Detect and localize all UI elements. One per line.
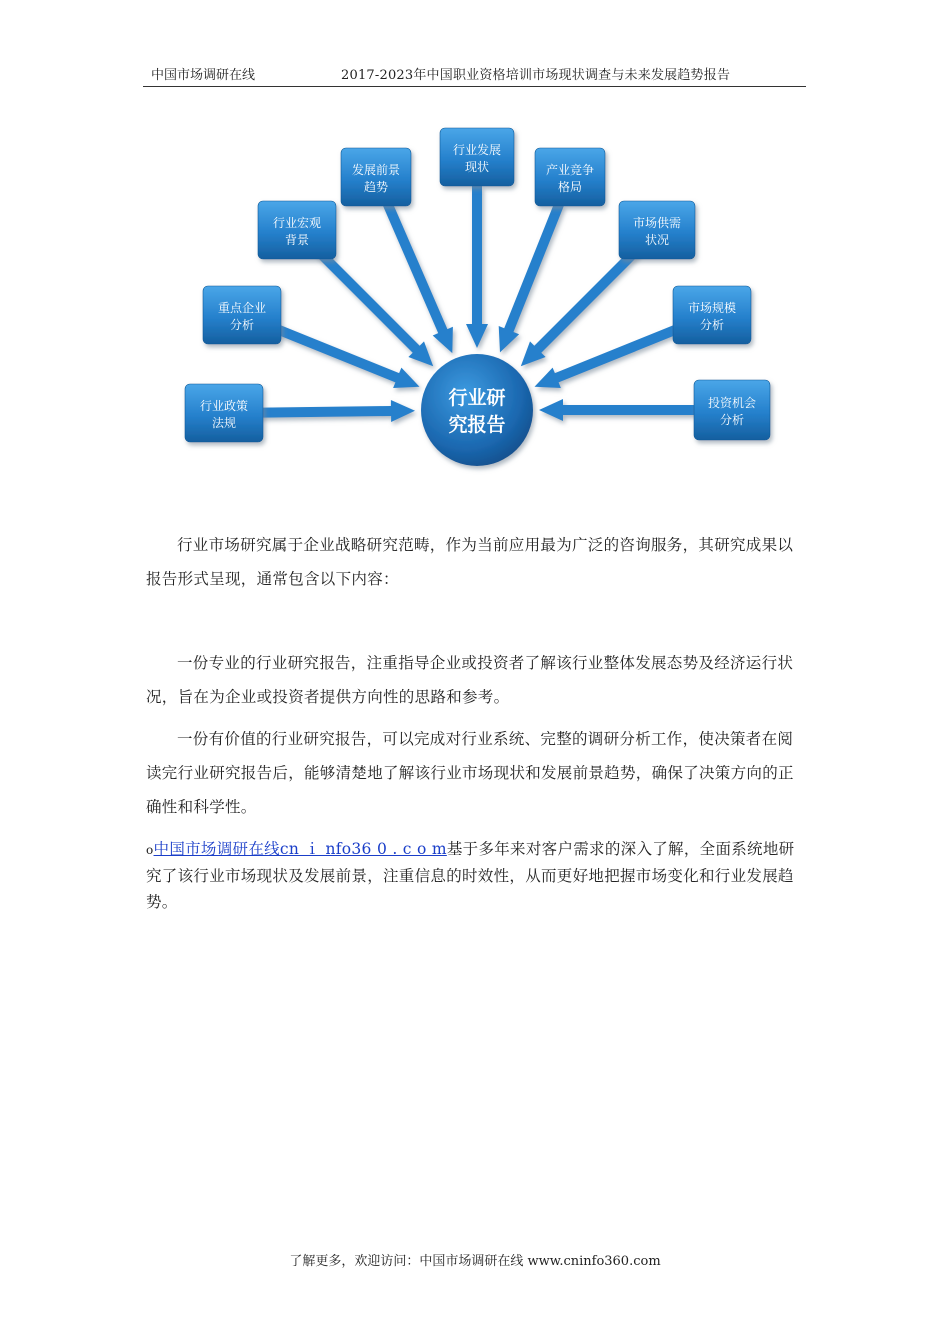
topic-label-line: 发展前景 — [351, 163, 401, 177]
topic-label-line: 产业竞争 — [545, 163, 595, 177]
topic-label-line: 市场规模 — [687, 301, 737, 315]
site-link[interactable]: 中国市场调研在线cn ｉ nfo36 0 . c o m — [153, 840, 447, 858]
page-footer: 了解更多，欢迎访问：中国市场调研在线 www.cninfo360.com — [289, 1254, 661, 1269]
topic-box-6 — [619, 201, 695, 259]
topic-box-bg — [341, 148, 411, 206]
paragraph-intro: 行业市场研究属于企业战略研究范畴，作为当前应用最为广泛的咨询服务，其研究成果以报告形式呈现，通常包含以下内容： — [146, 536, 794, 588]
topic-label-line: 现状 — [464, 160, 490, 174]
industry-research-diagram — [0, 0, 950, 500]
bullet-mark: o — [146, 843, 154, 857]
topic-label-line: 状况 — [644, 233, 670, 247]
topic-box-bg — [673, 286, 751, 344]
topic-box-0 — [185, 384, 263, 442]
paragraph-valuable-report: 一份有价值的行业研究报告，可以完成对行业系统、完整的调研分析工作，使决策者在阅读完行业研究报告后，能够清楚地了解该行业市场现状和发展前景趋势，确保了决策方向的正确性和科学性。 — [146, 730, 794, 816]
topic-box-7 — [673, 286, 751, 344]
header-site-name: 中国市场调研在线 — [151, 68, 256, 83]
topic-label-line: 行业政策 — [199, 399, 249, 413]
topic-box-bg — [694, 380, 770, 440]
topic-box-bg — [535, 148, 605, 206]
topic-box-5 — [535, 148, 605, 206]
topic-label-line: 趋势 — [363, 180, 389, 194]
topic-label-line: 法规 — [211, 416, 237, 430]
paragraph-company-intro — [146, 836, 808, 915]
topic-box-bg — [185, 384, 263, 442]
center-label-line-2: 究报告 — [448, 414, 506, 436]
topic-box-8 — [694, 380, 770, 440]
center-label-line-1: 行业研 — [448, 387, 506, 409]
topic-label-line: 重点企业 — [217, 301, 267, 315]
topic-label-line: 市场供需 — [632, 216, 682, 230]
topic-label-line: 行业发展 — [452, 143, 502, 157]
topic-box-bg — [203, 286, 281, 344]
topic-box-3 — [341, 148, 411, 206]
header-report-title: 2017-2023年中国职业资格培训市场现状调查与未来发展趋势报告 — [341, 68, 731, 83]
topic-box-2 — [258, 201, 336, 259]
paragraph-professional-report: 一份专业的行业研究报告，注重指导企业或投资者了解该行业整体发展态势及经济运行状况，旨在为企业或投资者提供方向性的思路和参考。 — [146, 654, 794, 706]
topic-box-bg — [619, 201, 695, 259]
arrow-0 — [253, 400, 415, 422]
center-circle — [421, 354, 533, 466]
topic-box-1 — [203, 286, 281, 344]
topic-box-bg — [258, 201, 336, 259]
topic-label-line: 分析 — [719, 413, 745, 427]
arrow-8 — [539, 399, 702, 421]
topic-label-line: 分析 — [229, 318, 255, 332]
arrow-4 — [466, 186, 488, 348]
topic-label-line: 背景 — [284, 233, 310, 247]
company-intro-text: 基于多年来对客户需求的深入了解，全面系统地研究了该行业市场现状及发展前景，注重信息的时效性，从而更好地把握市场变化和行业发展趋势。 — [146, 840, 795, 911]
topic-label-line: 投资机会 — [707, 396, 757, 410]
topic-box-4 — [440, 128, 514, 186]
center-node — [421, 354, 533, 466]
topic-label-line: 格局 — [557, 180, 583, 194]
topic-box-bg — [440, 128, 514, 186]
topic-label-line: 行业宏观 — [272, 216, 322, 230]
topic-label-line: 分析 — [699, 318, 725, 332]
